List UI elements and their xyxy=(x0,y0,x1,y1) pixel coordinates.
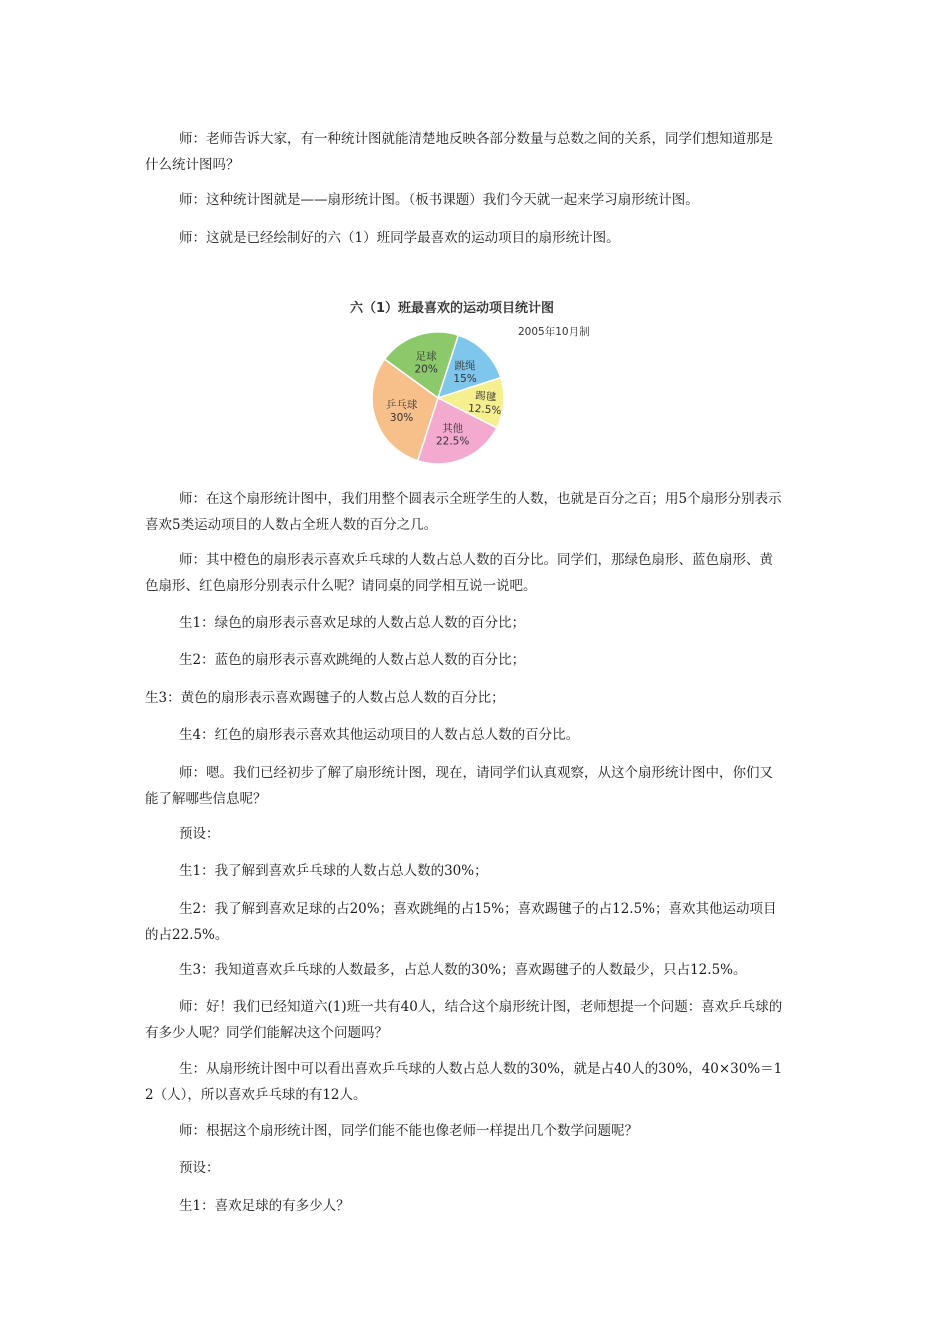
paragraph-19: 生1：喜欢足球的有多少人？ xyxy=(179,1198,350,1214)
slice-value-label-0: 20% xyxy=(414,363,438,376)
paragraph-1: 师：老师告诉大家，有一种统计图就能清楚地反映各部分数量与总数之间的关系，同学们想知道那是什么统计图吗？ xyxy=(145,131,773,173)
paragraph-13: 生2：我了解到喜欢足球的占20%；喜欢跳绳的占15%；喜欢踢毽子的占12.5%；喜欢其他运动项目的占22.5%。 xyxy=(145,901,777,943)
paragraph-9: 生4：红色的扇形表示喜欢其他运动项目的人数占总人数的百分比。 xyxy=(179,727,580,743)
slice-value-label-3: 22.5% xyxy=(435,435,470,448)
paragraph-2: 师：这种统计图就是——扇形统计图。（板书课题）我们今天就一起来学习扇形统计图。 xyxy=(179,192,699,208)
pie-chart xyxy=(300,292,640,472)
chart-subtitle: 2005年10月制 xyxy=(518,326,590,338)
paragraph-10: 师：嗯。我们已经初步了解了扇形统计图，现在，请同学们认真观察，从这个扇形统计图中，你们又能了解哪些信息呢？ xyxy=(145,765,773,807)
paragraph-4: 师：在这个扇形统计图中，我们用整个圆表示全班学生的人数，也就是百分之百；用5个扇形分别表示喜欢5类运动项目的人数占全班人数的百分之几。 xyxy=(145,491,782,533)
paragraph-6: 生1：绿色的扇形表示喜欢足球的人数占总人数的百分比； xyxy=(179,615,526,631)
paragraph-16: 生：从扇形统计图中可以看出喜欢乒乓球的人数占总人数的30%，就是占40人的30%，40×30%＝12（人），所以喜欢乒乓球的有12人。 xyxy=(145,1061,783,1103)
paragraph-3: 师：这就是已经绘制好的六（1）班同学最喜欢的运动项目的扇形统计图。 xyxy=(179,230,620,246)
slice-name-label-1: 跳绳 xyxy=(454,359,476,372)
slice-value-label-4: 30% xyxy=(389,411,414,424)
paragraph-8: 生3：黄色的扇形表示喜欢踢毽子的人数占总人数的百分比； xyxy=(145,690,505,706)
paragraph-5: 师：其中橙色的扇形表示喜欢乒乓球的人数占总人数的百分比。同学们，那绿色扇形、蓝色扇形、黄色扇形、红色扇形分别表示什么呢？请同桌的同学相互说一说吧。 xyxy=(145,552,773,594)
paragraph-12: 生1：我了解到喜欢乒乓球的人数占总人数的30%； xyxy=(179,863,488,879)
paragraph-14: 生3：我知道喜欢乒乓球的人数最多，占总人数的30%；喜欢踢毽子的人数最少，只占12.5%。 xyxy=(179,962,747,978)
pie-chart-figure xyxy=(300,292,640,472)
slice-value-label-1: 15% xyxy=(453,372,477,385)
slice-name-label-4: 乒乓球 xyxy=(385,398,418,411)
slice-name-label-0: 足球 xyxy=(415,350,437,363)
paragraph-18: 预设： xyxy=(179,1160,220,1176)
slice-name-label-3: 其他 xyxy=(442,422,464,435)
slice-value-label-2: 12.5% xyxy=(467,402,502,417)
paragraph-17: 师：根据这个扇形统计图，同学们能不能也像老师一样提出几个数学问题呢？ xyxy=(179,1123,638,1139)
paragraph-11: 预设： xyxy=(179,826,220,842)
paragraph-15: 师：好！我们已经知道六(1)班一共有40人，结合这个扇形统计图，老师想提一个问题：喜欢乒乓球的有多少人呢？同学们能解决这个问题吗？ xyxy=(145,999,783,1041)
paragraph-7: 生2：蓝色的扇形表示喜欢跳绳的人数占总人数的百分比； xyxy=(179,652,526,668)
slice-name-label-2: 踢毽 xyxy=(474,389,497,404)
chart-title: 六（1）班最喜欢的运动项目统计图 xyxy=(349,301,555,316)
